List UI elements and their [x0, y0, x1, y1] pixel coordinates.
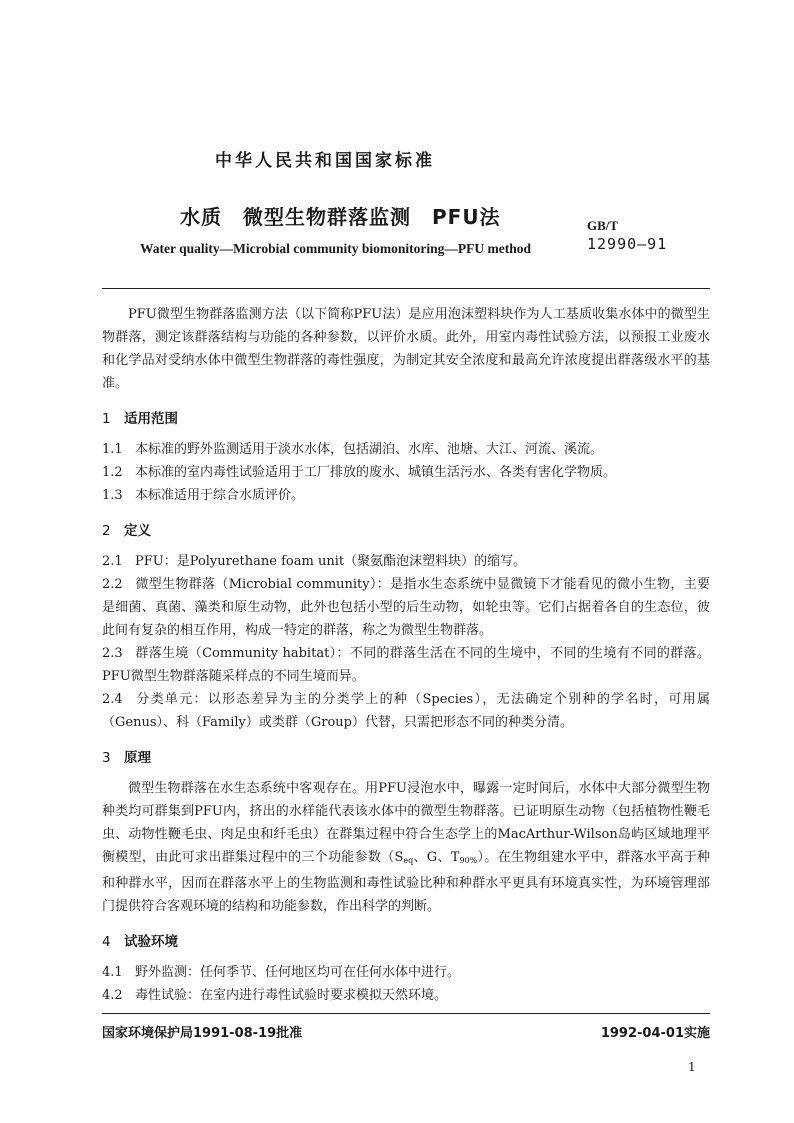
clause-text: 野外监测：任何季节、任何地区均可在任何水体中进行。: [135, 965, 461, 980]
document-body: [102, 303, 710, 1007]
section-heading: [102, 408, 710, 431]
section-title: 原理: [124, 750, 151, 766]
clause-text: 分类单元：以形态差异为主的分类学上的种（Species），无法确定个别种的学名时，可用属（Genus）、科（Family）或类群（Group）代替，只需把形态不同的种类分清。: [102, 692, 710, 730]
clause-text: 本标准适用于综合水质评价。: [135, 488, 305, 503]
clause: [102, 688, 710, 734]
section-title: 适用范围: [124, 411, 178, 427]
section-number: 2: [102, 523, 111, 539]
standard-category: 中华人民共和国国家标准: [215, 151, 435, 171]
subscript-eq: eq: [403, 856, 414, 865]
page-number: 1: [688, 1060, 696, 1074]
section-title: 定义: [124, 523, 151, 539]
clause: [102, 961, 710, 984]
clause-number: 2.1: [102, 554, 123, 569]
implementation-note: 1992-04-01实施: [600, 1026, 710, 1041]
clause: [102, 438, 710, 461]
section-number: 3: [102, 750, 111, 766]
clause: [102, 461, 710, 484]
section-heading: [102, 931, 710, 954]
clause: [102, 550, 710, 573]
section-number: 4: [102, 934, 111, 950]
clause-text: 微型生物群落（Microbial community）：是指水生态系统中显微镜下才能看见的微小生物，主要是细菌、真菌、藻类和原生动物，此外也包括小型的后生动物，如轮虫等。它们占据着各自的生态位，彼此间有复杂的相互作用，构成一特定的群落，称之为微型生物群落。: [102, 577, 710, 638]
clause-number: 2.3: [102, 646, 123, 661]
subscript-90: 90%: [459, 856, 478, 865]
section-number: 1: [102, 411, 111, 427]
approval-note: 国家环境保护局1991-08-19批准: [102, 1026, 303, 1041]
section-title: 试验环境: [124, 934, 178, 950]
clause-text: 本标准的室内毒性试验适用于工厂排放的废水、城镇生活污水、各类有害化学物质。: [135, 465, 617, 480]
clause: [102, 573, 710, 642]
clause-number: 1.2: [102, 465, 123, 480]
principle-text-a: 微型生物群落在水生态系统中客观存在。用PFU浸泡水中，曝露一定时间后，水体中大部分微型生物种类均可群集到PFU内，挤出的水样能代表该水体中的微型生物群落。已证明原生动物（包括植物性鞭毛虫、动物性鞭毛虫、肉足虫和纤毛虫）在群集过程中符合生态学上的MacArthur-Wilson岛屿区域地理平衡模型，由此可求出群集过程中的三个功能参数（S: [102, 781, 710, 865]
clause-number: 1.1: [102, 442, 123, 457]
clause-text: 本标准的野外监测适用于淡水水体，包括湖泊、水库、池塘、大江、河流、溪流。: [135, 442, 604, 457]
title-english: Water quality—Microbial community biomonitoring—PFU method: [140, 241, 531, 256]
clause-number: 4.1: [102, 965, 123, 980]
clause: [102, 984, 710, 1007]
clause-number: 2.2: [102, 577, 123, 592]
clause-text: PFU：是Polyurethane foam unit（聚氨酯泡沫塑料块）的缩写。: [135, 554, 527, 569]
intro-paragraph: PFU微型生物群落监测方法（以下简称PFU法）是应用泡沫塑料块作为人工基质收集水体中的微型生物群落，测定该群落结构与功能的各种参数，以评价水质。此外，用室内毒性试验方法，以预报工业废水和化学品对受纳水体中微型生物群落的毒性强度，为制定其安全浓度和最高允许浓度提出群落级水平的基准。: [102, 307, 710, 391]
footer-rule: [102, 1013, 710, 1014]
clause: [102, 642, 710, 688]
title-chinese: 水质 微型生物群落监测 PFU法: [180, 205, 501, 229]
clause-number: 1.3: [102, 488, 123, 503]
clause-text: 群落生境（Community habitat）：不同的群落生活在不同的生境中，不同的生境有不同的群落。PFU微型生物群落随采样点的不同生境而异。: [102, 646, 710, 684]
standard-code-prefix: GB/T: [587, 218, 619, 233]
section-heading: [102, 747, 710, 770]
clause: [102, 484, 710, 507]
principle-text-c: ）。在生物组建水平中，群落水平高于种和种群水平，因而在群落水平上的生物监测和毒性试验比种和种群水平更具有环境真实性，为环境管理部门提供符合客观环境的结构和功能参数，作出科学的判断。: [102, 850, 710, 914]
header-rule: [102, 288, 710, 289]
clause-number: 4.2: [102, 988, 123, 1003]
clause-text: 毒性试验：在室内进行毒性试验时要求模拟天然环境。: [135, 988, 448, 1003]
principle-paragraph: [102, 777, 710, 918]
standard-code-number: 12990—91: [587, 235, 668, 253]
clause-number: 2.4: [102, 692, 123, 707]
standard-code: [572, 201, 667, 271]
principle-text-b: 、G、T: [413, 850, 460, 865]
section-heading: [102, 520, 710, 543]
